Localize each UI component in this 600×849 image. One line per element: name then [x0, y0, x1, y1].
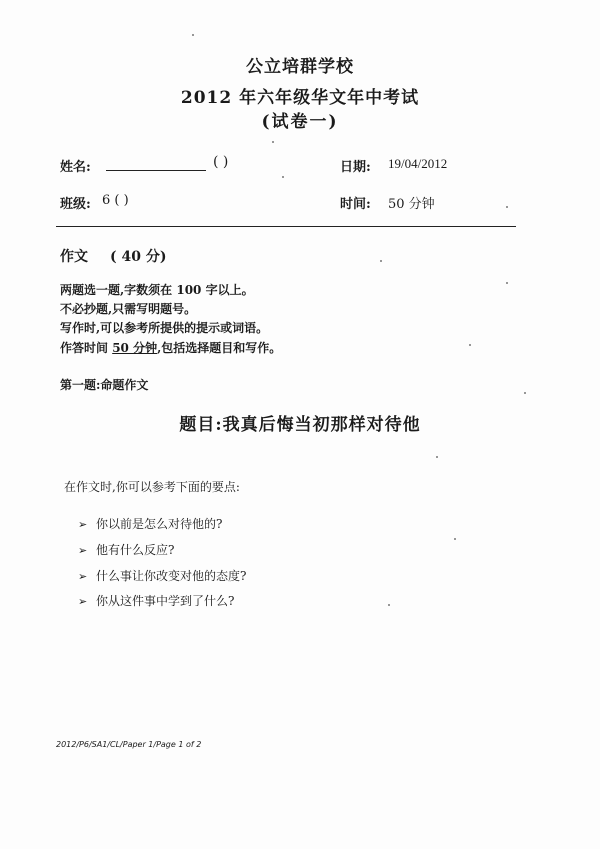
scan-speck	[388, 604, 390, 606]
name-index-paren: ( )	[213, 154, 229, 170]
date-label: 日期:	[340, 160, 371, 175]
hint-intro: 在作文时,你可以参考下面的要点:	[64, 480, 240, 494]
date-value: 19/04/2012	[388, 156, 448, 171]
class-label: 班级:	[60, 197, 91, 212]
point-text: 他有什么反应?	[96, 543, 175, 557]
arrow-bullet-icon: ➢	[78, 544, 88, 557]
list-item	[78, 592, 234, 609]
point-text: 你以前是怎么对待他的?	[96, 517, 223, 531]
paper-label: (试卷一)	[261, 112, 339, 132]
scan-speck	[454, 538, 456, 540]
section-title: 作文	[60, 249, 88, 265]
point-text: 你从这件事中学到了什么?	[96, 594, 235, 608]
arrow-bullet-icon: ➢	[78, 570, 88, 583]
list-item	[78, 541, 174, 558]
scan-speck	[436, 456, 438, 458]
point-text: 什么事让你改变对他的态度?	[96, 569, 247, 583]
instruction-text: ,包括选择题目和写作。	[157, 341, 282, 355]
scan-speck	[506, 282, 508, 284]
question-heading: 第一题:命题作文	[60, 378, 149, 392]
arrow-bullet-icon: ➢	[78, 595, 88, 608]
time-emphasis: 50 分钟	[112, 341, 158, 355]
name-label: 姓名:	[60, 160, 91, 175]
time-value: 50 分钟	[388, 197, 435, 212]
instruction-line: 两题选一题,字数须在 100 字以上。	[60, 283, 254, 297]
scan-speck	[192, 34, 194, 36]
section-heading	[60, 246, 166, 266]
scan-speck	[380, 260, 382, 262]
exam-title: 2012 年六年级华文年中考试	[180, 88, 420, 108]
instruction-line	[60, 339, 281, 356]
instruction-line: 写作时,可以参考所提供的提示或词语。	[60, 321, 269, 335]
scan-speck	[272, 141, 274, 143]
page-footer: 2012/P6/SA1/CL/Paper 1/Page 1 of 2	[56, 740, 202, 749]
name-blank-line	[106, 170, 206, 171]
essay-topic: 题目:我真后悔当初那样对待他	[179, 415, 421, 435]
time-label: 时间:	[340, 197, 371, 212]
scan-speck	[506, 206, 508, 208]
class-value: 6 ( )	[102, 193, 129, 208]
instruction-line: 不必抄题,只需写明题号。	[60, 302, 197, 316]
school-name: 公立培群学校	[246, 57, 354, 77]
section-marks: ( 40 分)	[110, 249, 167, 265]
list-item	[78, 515, 222, 532]
divider-rule	[56, 226, 516, 227]
scan-speck	[524, 392, 526, 394]
list-item	[78, 567, 246, 584]
instruction-text: 作答时间	[60, 341, 113, 355]
scan-speck	[469, 344, 471, 346]
scan-speck	[282, 176, 284, 178]
arrow-bullet-icon: ➢	[78, 518, 88, 531]
